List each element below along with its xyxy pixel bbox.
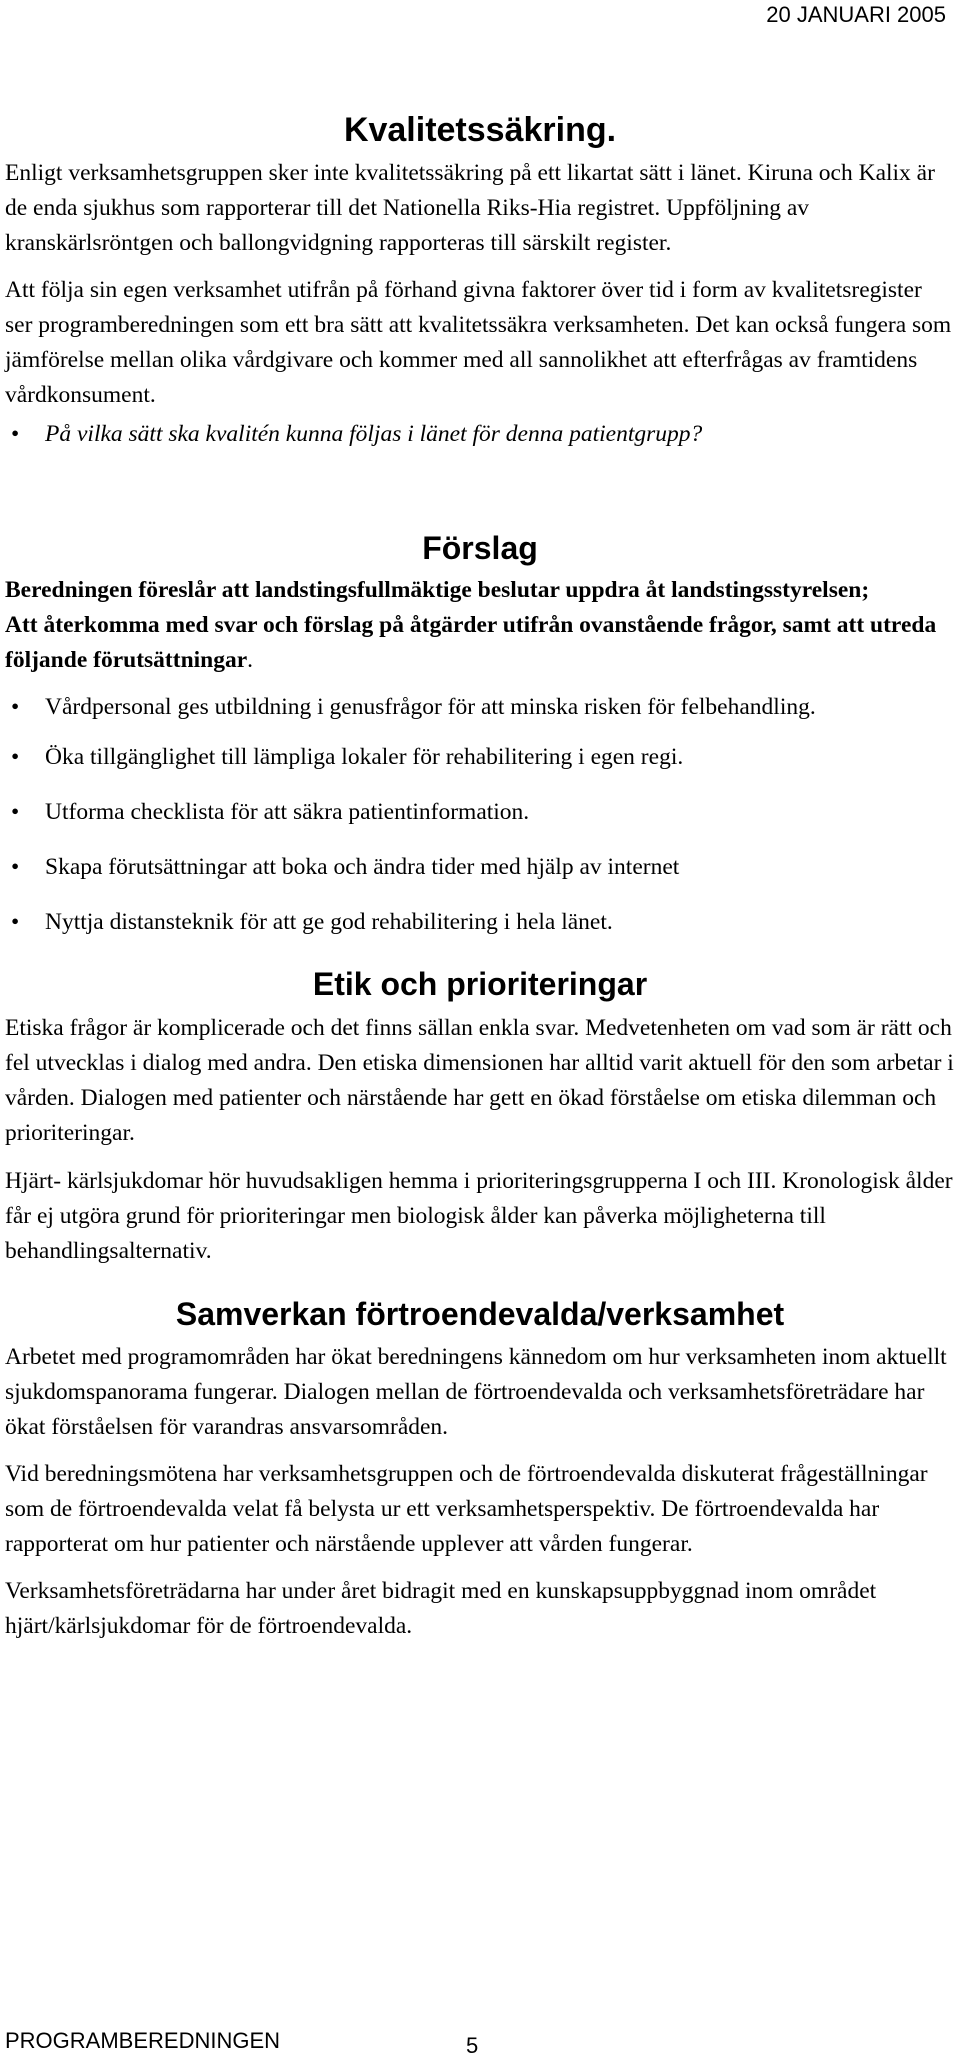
section-title-kvalitetssakring: Kvalitetssäkring. xyxy=(343,111,617,149)
proposal-text: Nyttja distansteknik för att ge god rehabilitering i hela länet. xyxy=(45,909,613,935)
paragraph-forslag-2-end: . xyxy=(247,647,254,673)
paragraph-etik-1: Etiska frågor är komplicerade och det finns sällan enkla svar. Medvetenheten om vad som är rätt och fel utvecklas i dialog med andra. Den etiska dimensionen har alltid varit aktuell för den som arbetar i vården. Dialogen med patienter och närstående har gett en ökad förståelse om etiska dilemman och prioriteringar. xyxy=(5,1015,954,1146)
proposal-text: Utforma checklista för att säkra patientinformation. xyxy=(45,799,530,825)
paragraph-kvalitet-1: Enligt verksamhetsgruppen sker inte kvalitetssäkring på ett likartat sätt i länet. Kiruna och Kalix är de enda sjukhus som rapporterar till det Nationella Riks-Hia registret. Uppföljning av kranskärlsröntgen och ballongvidgning rapporteras till särskilt register. xyxy=(5,160,935,256)
bullet-icon: • xyxy=(11,744,20,770)
section-etik xyxy=(5,965,955,1269)
footer-name: PROGRAMBEREDNINGEN xyxy=(5,2028,281,2053)
section-title-samverkan: Samverkan förtroendevalda/verksamhet xyxy=(175,1296,785,1332)
paragraph-kvalitet-2: Att följa sin egen verksamhet utifrån på förhand givna faktorer över tid i form av kvalitetsregister ser programberedningen som ett bra sätt att kvalitetssäkra verksamheten. Det kan också fungera som jämförelse mellan olika vårdgivare och kommer med all sannolikhet att efterfrågas av framtidens vårdkonsument. xyxy=(5,277,952,408)
bullet-icon: • xyxy=(11,421,20,447)
proposal-text: Vårdpersonal ges utbildning i genusfrågor för att minska risken för felbehandling. xyxy=(45,694,816,720)
page-number: 5 xyxy=(466,2033,479,2058)
proposal-list xyxy=(5,690,955,940)
bullet-icon: • xyxy=(11,694,20,720)
question-list xyxy=(5,417,955,452)
paragraph-forslag-2 xyxy=(5,608,955,678)
bullet-icon: • xyxy=(11,854,20,880)
bullet-icon: • xyxy=(11,909,20,935)
paragraph-etik-2: Hjärt- kärlsjukdomar hör huvudsakligen hemma i prioriteringsgrupperna I och III. Kronologisk ålder får ej utgöra grund för prioriteringar men biologisk ålder kan påverka möjligheterna till behandlingsalternativ. xyxy=(5,1168,953,1264)
proposal-item xyxy=(5,690,955,725)
paragraph-samverkan-2: Vid beredningsmötena har verksamhetsgruppen och de förtroendevalda diskuterat frågeställningar som de förtroendevalda velat få belysta ur ett verksamhetsperspektiv. De förtroendevalda har rapporterat om hur patienter och närstående upplever att vården fungerar. xyxy=(5,1461,928,1557)
header-date: 20 JANUARI 2005 xyxy=(766,2,946,27)
question-item xyxy=(5,417,955,452)
proposal-item xyxy=(5,850,955,885)
proposal-item xyxy=(5,905,955,940)
paragraph-samverkan-1: Arbetet med programområden har ökat beredningens kännedom om hur verksamheten inom aktuellt sjukdomspanorama fungerar. Dialogen mellan de förtroendevalda och verksamhetsföreträdare har ökat förståelsen för varandras ansvarsområden. xyxy=(5,1344,947,1440)
section-kvalitetssakring xyxy=(5,110,955,452)
section-forslag xyxy=(5,529,955,940)
bullet-icon: • xyxy=(11,799,20,825)
proposal-text: Öka tillgänglighet till lämpliga lokaler för rehabilitering i egen regi. xyxy=(45,744,684,770)
proposal-item xyxy=(5,795,955,830)
section-title-forslag: Förslag xyxy=(422,530,538,566)
paragraph-forslag-1: Beredningen föreslår att landstingsfullmäktige beslutar uppdra åt landstingsstyrelsen; xyxy=(5,577,870,603)
proposal-item xyxy=(5,740,955,775)
question-text: På vilka sätt ska kvalitén kunna följas i länet för denna patientgrupp? xyxy=(45,421,703,447)
section-title-etik: Etik och prioriteringar xyxy=(312,966,648,1002)
proposal-text: Skapa förutsättningar att boka och ändra tider med hjälp av internet xyxy=(45,854,680,880)
paragraph-forslag-2-text: Att återkomma med svar och förslag på åtgärder utifrån ovanstående frågor, samt att utreda följande förutsättningar xyxy=(5,612,937,673)
page-content xyxy=(5,110,955,1644)
paragraph-samverkan-3: Verksamhetsföreträdarna har under året bidragit med en kunskapsuppbyggnad inom området hjärt/kärlsjukdomar för de förtroendevalda. xyxy=(5,1578,877,1639)
section-samverkan xyxy=(5,1295,955,1644)
